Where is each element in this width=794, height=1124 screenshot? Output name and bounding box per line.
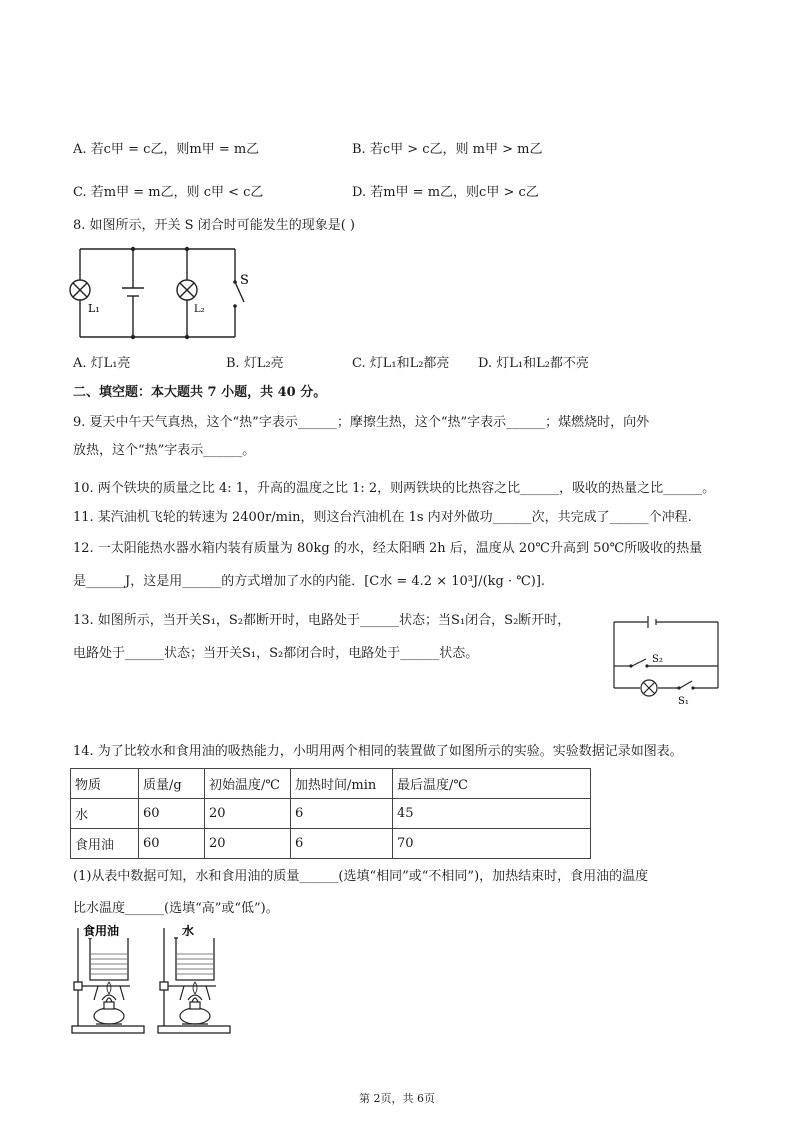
table-cell: 6: [291, 799, 393, 829]
table-header-cell: 加热时间/min: [291, 769, 393, 799]
q14-sub1-line2: 比水温度______(选填“高”或“低”)。: [73, 901, 279, 916]
lamp-icon: [641, 680, 657, 696]
flame-icon: [107, 982, 111, 994]
table-cell: 45: [393, 799, 591, 829]
q8-option-a: A. 灯L₁亮: [73, 356, 131, 371]
table-row: [71, 829, 591, 859]
lamp-l1-label: L₁: [88, 302, 100, 315]
q12-line2: 是______J，这是用______的方式增加了水的内能．[C水 = 4.2 × 10³J/(kg · ℃)].: [73, 574, 546, 589]
q9-line1: 9. 夏天中午天气真热，这个“热”字表示______；摩擦生热，这个“热”字表示______；煤燃烧时，向外: [73, 415, 650, 430]
q8-circuit-diagram: [70, 244, 250, 344]
q12-line1: 12. 一太阳能热水器水箱内装有质量为 80kg 的水，经太阳晒 2h 后，温度从 20℃升高到 50℃所吸收的热量: [73, 541, 703, 556]
q14-heating-apparatus-diagram: [70, 924, 240, 1036]
section-heading-fill-blank: 二、填空题：本大题共 7 小题，共 40 分。: [73, 385, 327, 400]
table-cell: 6: [291, 829, 393, 859]
table-header-cell: 初始温度/℃: [205, 769, 291, 799]
q7-option-b: B. 若c甲 > c乙，则 m甲 > m乙: [352, 142, 543, 157]
q10-text: 10. 两个铁块的质量之比 4: 1，升高的温度之比 1: 2，则两铁块的比热容之比______，吸收的热量之比______。: [73, 481, 716, 496]
q13-circuit-diagram: [612, 614, 722, 710]
flame-icon: [193, 982, 197, 994]
table-cell: 20: [205, 829, 291, 859]
table-header-row: [71, 769, 591, 799]
q14-stem: 14. 为了比较水和食用油的吸热能力，小明用两个相同的装置做了如图所示的实验。实验数据记录如图表。: [73, 744, 683, 759]
q7-option-d: D. 若m甲 = m乙，则c甲 > c乙: [352, 185, 539, 200]
q11-text: 11. 某汽油机飞轮的转速为 2400r/min，则这台汽油机在 1s 内对外做功______次，共完成了______个冲程.: [73, 510, 692, 525]
table-cell: 60: [139, 829, 205, 859]
label-water: 水: [182, 924, 195, 938]
lamp-l2-icon: [177, 280, 197, 300]
table-row: [71, 799, 591, 829]
q14-sub1-line1: (1)从表中数据可知，水和食用油的质量______(选填“相同”或“不相同”)，加热结束时，食用油的温度: [73, 869, 649, 884]
switch-s2-label: S₂: [652, 654, 663, 665]
table-header-cell: 物质: [71, 769, 139, 799]
q8-option-d: D. 灯L₁和L₂都不亮: [478, 356, 589, 371]
lamp-l2-label: L₂: [194, 304, 205, 315]
q8-stem: 8. 如图所示，开关 S 闭合时可能发生的现象是( ): [73, 218, 355, 233]
lamp-l1-icon: [70, 280, 90, 300]
q13-line2: 电路处于______状态；当开关S₁，S₂都闭合时，电路处于______状态。: [73, 646, 479, 661]
switch-s-label: S: [240, 273, 249, 288]
q8-option-c: C. 灯L₁和L₂都亮: [352, 356, 450, 371]
q7-option-c: C. 若m甲 = m乙，则 c甲 < c乙: [73, 185, 264, 200]
q8-option-b: B. 灯L₂亮: [226, 356, 284, 371]
page-footer: 第 2页，共 6页: [359, 1092, 435, 1105]
table-cell: 20: [205, 799, 291, 829]
q7-option-a: A. 若c甲 = c乙，则m甲 = m乙: [73, 142, 260, 157]
label-cooking-oil: 食用油: [83, 924, 120, 938]
switch-s1-label: S₁: [678, 696, 689, 707]
table-cell: 食用油: [71, 829, 139, 859]
table-cell: 水: [71, 799, 139, 829]
table-header-cell: 最后温度/℃: [393, 769, 591, 799]
table-cell: 70: [393, 829, 591, 859]
q9-line2: 放热，这个“热”字表示______。: [73, 443, 256, 458]
table-header-cell: 质量/g: [139, 769, 205, 799]
q13-line1: 13. 如图所示，当开关S₁，S₂都断开时，电路处于______状态；当S₁闭合，S₂断开时，: [73, 613, 571, 628]
table-cell: 60: [139, 799, 205, 829]
q14-data-table: [70, 768, 591, 859]
